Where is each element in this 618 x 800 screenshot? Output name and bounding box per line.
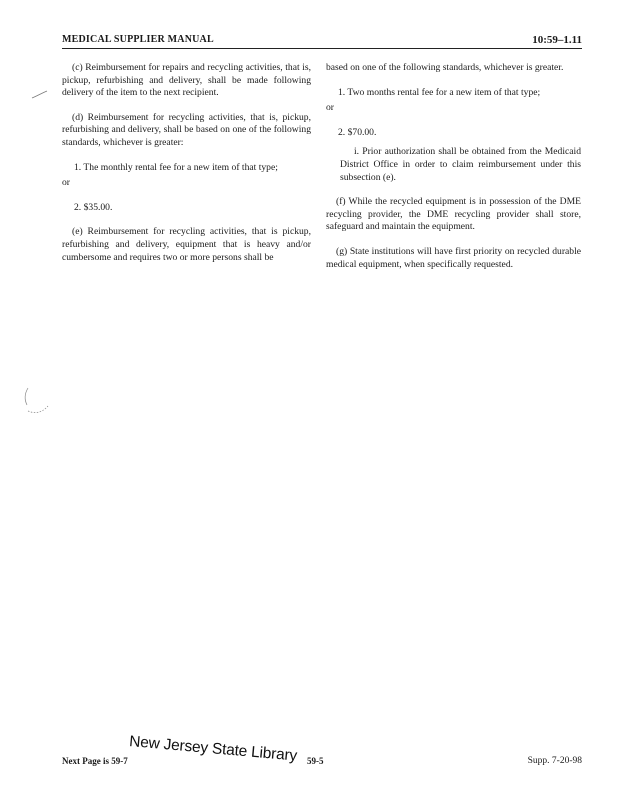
paragraph-d-or: or — [62, 177, 70, 189]
paragraph-e-or: or — [326, 102, 334, 114]
library-stamp: New Jersey State Library — [128, 733, 298, 765]
paragraph-d-item-1: 1. The monthly rental fee for a new item of that type; — [74, 161, 278, 173]
right-column — [326, 62, 581, 283]
next-page-note: Next Page is 59-7 — [62, 756, 128, 766]
left-column — [62, 62, 311, 276]
paragraph-c: (c) Reimbursement for repairs and recycling activities, that is, pickup, refurbishing and delivery, shall be made following delivery of the item to the next recipient. — [62, 62, 311, 99]
paragraph-e-continued: based on one of the following standards, whichever is greater. — [326, 62, 564, 73]
page-number: 59-5 — [307, 756, 324, 766]
paragraph-g: (g) State institutions will have first priority on recycled durable medical equipment, when specifically requested. — [326, 245, 581, 270]
paragraph-e-item-2: 2. $70.00. — [338, 126, 377, 138]
paragraph-f: (f) While the recycled equipment is in possession of the DME recycling provider, the DME recycling provider shall store, safeguard and maintain the equipment. — [326, 196, 581, 233]
margin-hole-punch-mark — [18, 385, 52, 417]
running-header-title: MEDICAL SUPPLIER MANUAL — [62, 34, 214, 45]
header-rule — [62, 48, 582, 49]
paragraph-e-item-1: 1. Two months rental fee for a new item of that type; — [338, 86, 541, 98]
supplement-date: Supp. 7-20-98 — [527, 756, 582, 766]
stray-pencil-mark — [30, 88, 50, 102]
paragraph-d-item-2: 2. $35.00. — [74, 201, 113, 213]
running-header-section: 10:59–1.11 — [532, 34, 582, 46]
paragraph-e: (e) Reimbursement for recycling activities, that is pickup, refurbishing and delivery, equipment that is heavy and/or cumbersome and requires two or more persons shall be — [62, 226, 311, 263]
paragraph-d: (d) Reimbursement for recycling activities, that is, pickup, refurbishing and delivery, shall be based on one of the following standards, whichever is greater: — [62, 111, 311, 148]
paragraph-e-item-2-i: i. Prior authorization shall be obtained from the Medicaid District Office in order to claim reimbursement under this subsection (e). — [340, 146, 581, 183]
